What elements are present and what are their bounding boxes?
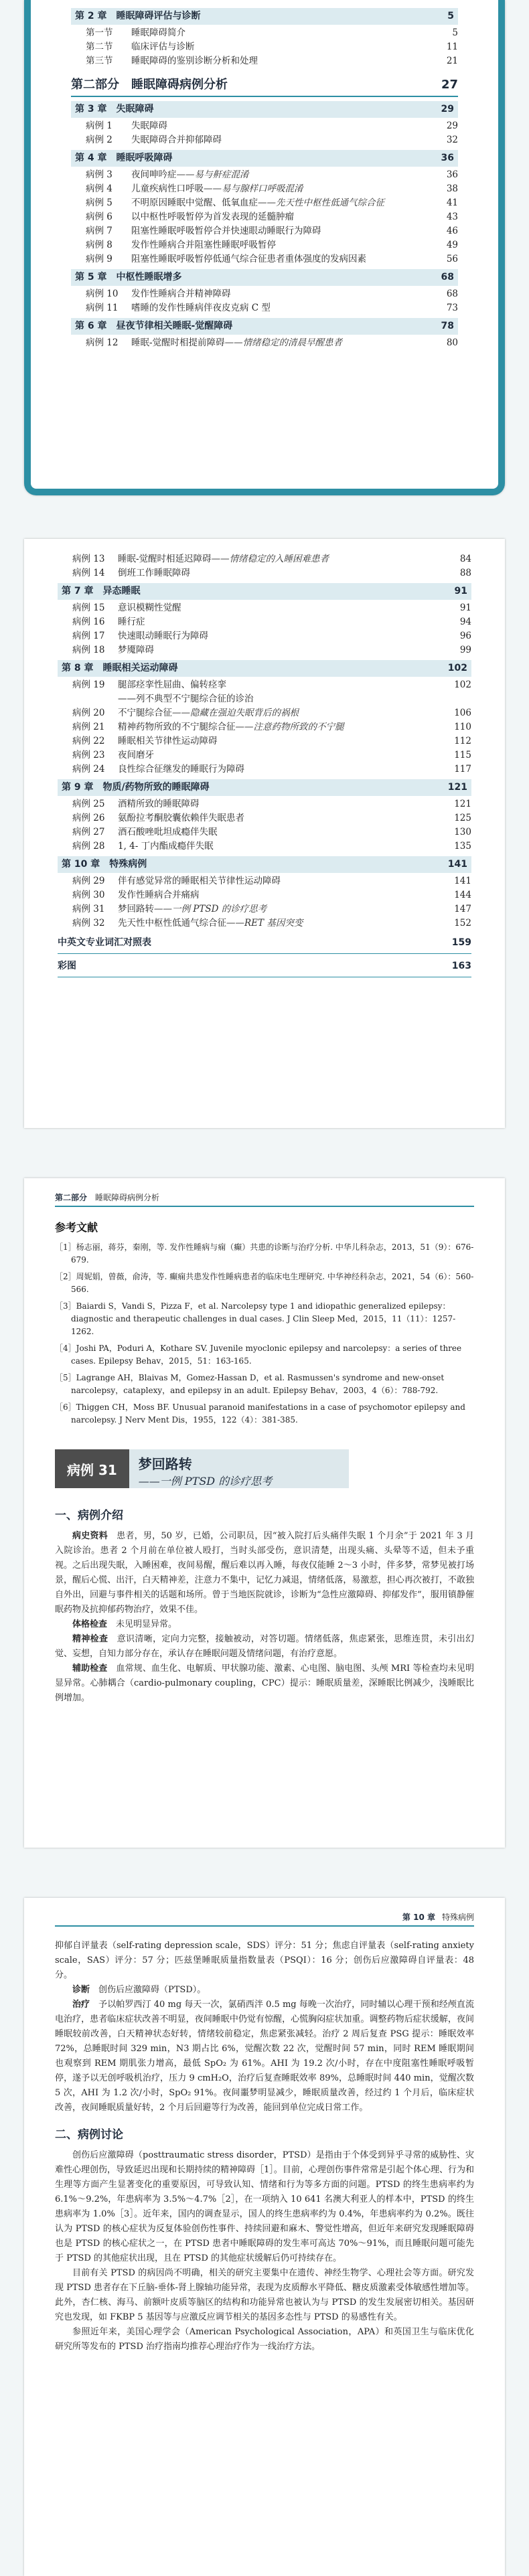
toc-entry-number: 病例 1 (86, 120, 112, 131)
toc-entry-page: 102 (454, 679, 471, 690)
toc-entry-label (72, 874, 281, 888)
toc-entry-page: 96 (459, 631, 471, 641)
toc-entry-title: 酒精所致的睡眠障碍 (118, 799, 200, 809)
toc-entry[interactable] (71, 40, 458, 54)
toc-entry-page: 135 (454, 841, 471, 852)
references-list (55, 1241, 474, 1427)
toc-entry-page: 141 (454, 876, 471, 886)
toc-entry-label (86, 54, 258, 68)
toc-entry-title: 氨酚拉考酮胶囊依赖伴失眠患者 (118, 813, 244, 823)
toc-entry-title: 夜间磨牙 (118, 750, 154, 760)
toc-entry-number: 病例 28 (72, 841, 105, 852)
toc-entry-label (86, 168, 249, 182)
toc-entry[interactable] (71, 26, 458, 40)
toc-entry[interactable] (58, 629, 471, 643)
toc-entry-title: 夜间呻吟症 (131, 169, 177, 180)
toc-entry-number: 第三节 (86, 56, 113, 66)
toc-entry-title: 睡眠相关节律性运动障碍 (118, 736, 218, 746)
toc-entry-title: 梦回路转 (118, 904, 154, 914)
toc-entry-title: ——列不典型不宁腿综合征的诊治 (118, 694, 254, 704)
toc-entry-number: 病例 19 (72, 679, 105, 690)
toc-entry-number: 病例 16 (72, 617, 105, 627)
toc-entry[interactable] (58, 839, 471, 854)
toc-entry-number: 第二节 (86, 42, 113, 52)
toc-entry-label (72, 734, 218, 748)
toc-entry-title: 儿童疾病性口呼吸 (131, 183, 204, 194)
toc-entry-title: 腿部痉挛性屈曲、偏转痉挛 (118, 679, 226, 690)
toc-entry-number: 病例 15 (72, 602, 105, 613)
toc-entry-page: 91 (459, 602, 471, 613)
toc-chapter[interactable]: 第 7 章 异态睡眠 91 (58, 583, 471, 600)
toc-entry-number: 病例 12 (86, 337, 119, 348)
toc-entry-label (72, 888, 200, 902)
toc-entry-title: 发作性睡病合并痛病 (118, 890, 200, 900)
body-paragraph (55, 1632, 474, 1662)
toc-entry-number: 病例 30 (72, 890, 105, 900)
case-banner (55, 1449, 474, 1488)
toc-entry-label (86, 40, 195, 54)
toc-entry-number: 病例 24 (72, 764, 105, 775)
toc-part-heading[interactable]: 第二部分 睡眠障碍病例分析 27 (71, 68, 458, 97)
toc-entry-label (72, 811, 244, 825)
toc-entry-number: 病例 27 (72, 827, 105, 837)
toc-entry-title: 失眠障碍 (131, 120, 167, 131)
toc-entry-page: 11 (446, 42, 458, 52)
toc-entry-label (86, 182, 303, 196)
toc-entry-title: 良性综合征继发的睡眠行为障碍 (118, 764, 244, 775)
toc-entry-label (72, 643, 154, 657)
toc-entry-number: 病例 5 (86, 197, 112, 208)
case-subtitle: ——一例 PTSD 的诊疗思考 (138, 1475, 273, 1487)
paragraph-text: 血常规、血生化、电解质、甲状腺功能、激素、心电图、脑电图、头颅 MRI 等检查均未见明显异常。心肺耦合（cardio-pulmonary coupling，CPC）提示：睡眠质量差，深睡眠比例减少，浅睡眠比例增加。 (55, 1664, 474, 1703)
toc-entry-page: 115 (454, 750, 471, 760)
toc-entry-title: 阻塞性睡眠呼吸暂停低通气综合征患者重体强度的发病因素 (131, 254, 366, 264)
toc-entry-subtitle: ——一例 PTSD 的诊疗思考 (154, 904, 267, 914)
toc-entry-title: 伴有感觉异常的睡眠相关节律性运动障碍 (118, 876, 281, 886)
running-header: 第二部分 睡眠障碍病例分析 (55, 1192, 474, 1207)
toc-entry-title: 失眠障碍合并抑郁障碍 (131, 135, 222, 145)
toc-entry-number: 病例 13 (72, 554, 105, 564)
body-paragraph (55, 1939, 474, 1983)
toc-entry-title: 酒石酸唑吡坦成瘾伴失眠 (118, 827, 218, 837)
toc-entry[interactable] (71, 238, 458, 252)
paragraph-lead: 体格检查 (72, 1619, 108, 1629)
toc-entry[interactable] (71, 54, 458, 68)
toc-entry[interactable] (71, 119, 458, 133)
toc-entry-title: 嗜睡的发作性睡病伴夜皮克病 C 型 (131, 303, 271, 313)
toc-entry-label (86, 301, 271, 315)
toc-entry-number: 病例 9 (86, 254, 112, 264)
toc-entry-page: 56 (446, 254, 458, 264)
toc-entry[interactable] (58, 811, 471, 825)
toc-entry[interactable] (58, 706, 471, 720)
toc-entry[interactable] (71, 252, 458, 266)
toc-entry-label (72, 566, 190, 580)
toc-chapter[interactable]: 第 10 章 特殊病例 141 (58, 856, 471, 873)
content-page-147 (24, 1178, 505, 1848)
toc-entry[interactable] (71, 287, 458, 301)
toc-page-2 (24, 539, 505, 1128)
toc-entry-title: 睡行症 (118, 617, 145, 627)
toc-entry-title: 睡眠-觉醒时相提前障碍 (131, 337, 225, 348)
toc-entry-number: 病例 7 (86, 226, 112, 236)
toc-entry-subtitle: ——易与鼾症混淆 (176, 169, 249, 180)
toc-entry[interactable] (58, 874, 471, 888)
toc-chapter[interactable]: 第 9 章 物质/药物所致的睡眠障碍 121 (58, 779, 471, 796)
toc-entry-number: 病例 26 (72, 813, 105, 823)
toc-entry-label (72, 706, 299, 720)
case-number-tag: 病例 31 (55, 1449, 129, 1488)
paragraph-lead: 诊断 (72, 1985, 90, 1995)
toc-entry[interactable] (58, 902, 471, 916)
paragraph-text: 未见明显异常。 (107, 1619, 177, 1629)
toc-entry-label (72, 615, 145, 629)
paragraph-lead: 辅助检查 (72, 1664, 108, 1674)
toc-entry-title: 1, 4- 丁内酯成瘾伴失眠 (118, 841, 214, 852)
toc-chapter[interactable]: 第 5 章 中枢性睡眠增多 68 (71, 269, 458, 286)
toc-entry[interactable] (58, 720, 471, 734)
toc-entry-page: 32 (446, 135, 458, 145)
toc-entry-label (86, 119, 167, 133)
body-paragraph (55, 1617, 474, 1632)
toc-entry-title: 不明原因睡眠中觉醒、低氧血症 (131, 197, 258, 208)
toc-entry-number: 病例 4 (86, 183, 112, 194)
paragraph-text: 抑郁自评量表（self-rating depression scale，SDS）评分：51 分；焦虑自评量表（self-rating anxiety scale，SAS）评分：57 分；匹兹堡睡眠质量指数量表（PSQI）：16 分；创伤后应激障碍自评量表：48 分。 (55, 1941, 474, 1980)
reference-item: ［2］周妮娟，曾薇，俞涛，等. 癫痫共患发作性睡病患者的临床电生理研究. 中华神经科杂志，2021，54（6）：560-566. (55, 1272, 474, 1294)
toc-chapter[interactable]: 第 8 章 睡眠相关运动障碍 102 (58, 660, 471, 677)
toc-entry-label (86, 133, 222, 147)
toc-entry-page: 49 (446, 240, 458, 250)
toc-entry[interactable] (58, 762, 471, 777)
toc-entry-page: 36 (446, 169, 458, 180)
toc-entry-label (86, 336, 342, 350)
toc-entry-title: 精神药物所致的不宁腿综合征 (118, 722, 236, 732)
toc-entry[interactable] (58, 643, 471, 657)
toc-entry-title: 意识模糊性觉醒 (118, 602, 181, 613)
toc-entry[interactable] (71, 301, 458, 315)
toc-glossary[interactable]: 中英文专业词汇对照表 159 (58, 931, 471, 954)
toc-entry-title: 先天性中枢性低通气综合征 (118, 918, 226, 929)
toc-entry-number: 病例 31 (72, 904, 105, 914)
toc-entry-label (86, 252, 366, 266)
section-heading: 二、病例讨论 (55, 2128, 123, 2142)
toc-entry-number: 病例 32 (72, 918, 105, 929)
toc-entry-page: 144 (454, 890, 471, 900)
toc-entry-title: 不宁腿综合征 (118, 708, 172, 718)
toc-entry-label (86, 238, 276, 252)
body-paragraph (55, 1529, 474, 1617)
body-paragraph (55, 1662, 474, 1706)
reference-item: ［4］Joshi PA，Poduri A，Kothare SV. Juvenile myoclonic epilepsy and narcolepsy：a series of three cases. Epilepsy Behav，2015，51：163-165. (55, 1344, 462, 1366)
toc-entry-label (72, 839, 214, 854)
toc-entry-label (86, 26, 185, 40)
toc-entry-subtitle: ——注意药物所致的不宁腿 (235, 722, 344, 732)
toc-entry-subtitle: ——隐藏在强迫失眠背后的祸根 (172, 708, 299, 718)
toc-entry-page: 43 (446, 212, 458, 222)
toc-entry-page: 121 (454, 799, 471, 809)
toc-entry-subtitle: ——情绪稳定的入睡困难患者 (211, 554, 329, 564)
toc-entry-page: 152 (454, 918, 471, 929)
reference-item: ［1］杨志丽，蒋芬，秦刚，等. 发作性睡病与痫（癫）共患的诊断与治疗分析. 中华儿科杂志，2013，51（9）：676-679. (55, 1242, 474, 1265)
content-page-148 (24, 1898, 505, 2576)
toc-entry-title: 发作性睡病合并精神障碍 (131, 289, 231, 299)
toc-entry-page: 73 (446, 303, 458, 313)
toc-chapter[interactable]: 第 6 章 昼夜节律相关睡眠-觉醒障碍 78 (71, 318, 458, 335)
toc-entry-number: 病例 20 (72, 708, 105, 718)
paragraph-text: 予以帕罗西汀 40 mg 每天一次，氯硝西泮 0.5 mg 每晚一次治疗，同时辅以心理干预和经颅直流电治疗，患者临床症状改善不明显，夜间睡眠中仍觉有惊醒，心慌胸闷症状加重。调整药物后症状缓解，夜间睡眠较前改善，白天精神状态好转，情绪较前稳定，焦虑紧张减轻。治疗 2 周后复查 PSG 提示：睡眠效率 72%，总睡眠时间 329 min，N3 期占比 6%，觉醒次数 22 次，觉醒时间 57 min，同时 REM 睡眠期间也观察到 REM 期肌张力增高，最低 SpO₂ 为 61%。AHI 为 19.2 次/小时，存在中度阻塞性睡眠呼吸暂停，遂予以无创呼吸机治疗，压力 9 cmH₂O，治疗后复查睡眠效率 89%，总睡眠时间 440 min，觉醒次数 5 次，AHI 为 1.2 次/小时，SpO₂ 91%。夜间噩梦明显减少，睡眠质量改善，经过约 1 个月后，临床症状改善，夜间睡眠质量好转，2 个月后回避等行为改善，能回到单位完成日常工作。 (55, 2000, 474, 2113)
toc-entry-page: 84 (459, 554, 471, 564)
toc-page-1 (24, 0, 505, 495)
body-paragraph: 创伤后应激障碍（posttraumatic stress disorder，PTSD）是指由于个体受到异乎寻常的威胁性、灾难性心理创伤，导致延迟出现和长期持续的精神障碍［1］。目前，心理创伤事件常常是引起个体心理、行为和生理等方面产生显著变化的重要原因，可导致认知、情绪和行为等多方面的问题。PTSD 的终生患病率约为 6.1%～9.2%，年患病率为 3.5%～4.7%［2］，在一项纳入 10 641 名澳大利亚人的样本中，PTSD 的终生患病率为 1.0%［3］。近年来，国内的调查显示，国人的终生患病率约为 0.4%，年患病率约为 0.2%。既往认为 PTSD 的核心症状为反复体验创伤性事件、持续回避和麻木、警觉性增高，但近年来研究发现睡眠障碍也是 PTSD 的核心症状之一，在 PTSD 患者中睡眠障碍的发生率可高达 70%～91%，而且睡眠问题可能先于 PTSD 的其他症状出现，且在 PTSD 的其他症状缓解后仍可持续存在。 (55, 2150, 474, 2263)
body-paragraph (55, 1998, 474, 2115)
toc-entry[interactable] (58, 825, 471, 839)
toc-entry-label (72, 601, 181, 615)
toc-entry[interactable] (58, 615, 471, 629)
paragraph-text: 患者，男，50 岁，已婚，公司职员，因“被入院打后头痛伴失眠 1 个月余”于 2021 年 3 月入院诊治。患者 2 个月前在单位被人殴打，当时头部受伤，意识清楚，出现头痛、头晕等不适，但未予重视。之后出现失眠，入睡困难，夜间易醒，醒后难以再入睡，每夜仅能睡 2～3 小时，伴多梦，常梦见被打场景，醒后心慌、出汗，白天精神差，注意力不集中，记忆力减退，情绪低落，易激惹，担心再次被打，不敢独自外出，回避与事件相关的话题和场所。曾于当地医院就诊，诊断为“急性应激障碍、抑郁发作”，服用镇静催眠药物及抗抑郁药物治疗，效果不佳。 (55, 1531, 474, 1615)
toc-entry-number: 病例 29 (72, 876, 105, 886)
toc-chapter[interactable]: 第 3 章 失眠障碍 29 (71, 101, 458, 118)
section-heading: 一、病例介绍 (55, 1509, 123, 1522)
toc-entry-page: 68 (446, 289, 458, 299)
body-paragraph: 目前有关 PTSD 的病因尚不明确，相关的研究主要集中在遗传、神经生物学、心理社会等方面。研究发现 PTSD 患者存在下丘脑-垂体-肾上腺轴功能异常，表现为皮质醇水平降低、糖皮质激素受体敏感性增加等。此外，杏仁核、海马、前额叶皮质等脑区的结构和功能异常也被认为与 PTSD 的发生发展密切相关。基因研究也发现，如 FKBP 5 基因等与应激反应调节相关的基因多态性与 PTSD 的易感性有关。 (55, 2268, 474, 2322)
toc-entry-number: 病例 14 (72, 568, 105, 578)
toc-chapter[interactable]: 第 4 章 睡眠呼吸障碍 36 (71, 150, 458, 167)
toc-entry-label (86, 196, 384, 210)
toc-entry-label (86, 224, 321, 238)
toc-entry-label (72, 629, 208, 643)
toc-entry-title: 梦魇障碍 (118, 645, 154, 655)
toc-entry-page: 117 (454, 764, 471, 775)
paragraph-text: 创伤后应激障碍（PTSD）。 (90, 1985, 206, 1995)
reference-item: ［5］Lagrange AH，Blaivas M，Gomez-Hassan D，et al. Rasmussen's syndrome and new-onset narcolepsy，cataplexy，and epilepsy in an adult. Epilepsy Behav，2003，4（6）：788-792. (55, 1373, 445, 1395)
toc-entry-label (86, 287, 231, 301)
toc-entry[interactable] (71, 224, 458, 238)
toc-entry-title: 发作性睡病合并阻塞性睡眠呼吸暂停 (131, 240, 276, 250)
toc-entry-title: 以中枢性呼吸暂停为首发表现的延髓肿瘤 (131, 212, 294, 222)
toc-entry[interactable] (58, 678, 471, 692)
toc-entry-page: 5 (452, 27, 458, 38)
toc-entry-page: 106 (454, 708, 471, 718)
toc-entry-page: 80 (446, 337, 458, 348)
body-paragraph: 参照近年来，美国心理学会（American Psychological Association，APA）和英国卫生与临床优化研究所等发布的 PTSD 治疗指南均推荐心理治疗作为一线治疗方法。 (55, 2327, 474, 2352)
toc-entry-subtitle: ——易与腺样口呼吸混淆 (204, 183, 303, 194)
toc-entry-page: 112 (454, 736, 471, 746)
paragraph-lead: 病史资料 (72, 1531, 108, 1541)
toc-entry-page: 110 (454, 722, 471, 732)
toc-entry-number: 病例 23 (72, 750, 105, 760)
toc-entry-label (72, 720, 344, 734)
case-title: 梦回路转 (138, 1456, 192, 1472)
toc-entry-label (72, 748, 154, 762)
reference-item: ［6］Thiggen CH，Moss BF. Unusual paranoid manifestations in a case of psychomotor epilepsy and narcolepsy. J Nerv Ment Dis，1955，122（4）：381-385. (55, 1402, 465, 1425)
toc-entry-page: 94 (459, 617, 471, 627)
paragraph-text: 意识清晰，定向力完整，接触被动，对答切题。情绪低落，焦虑紧张，思维连贯，未引出幻觉、妄想，自知力部分存在，承认存在睡眠问题及情绪问题，有治疗意愿。 (55, 1634, 474, 1659)
toc-entry-title: 睡眠障碍简介 (131, 27, 185, 38)
toc-entry-page: 125 (454, 813, 471, 823)
toc-entry-number: 病例 22 (72, 736, 105, 746)
toc-entry[interactable] (58, 797, 471, 811)
toc-entry-title: 睡眠障碍的鉴别诊断分析和处理 (131, 56, 258, 66)
toc-entry-number: 病例 11 (86, 303, 119, 313)
toc-entry-label (86, 210, 294, 224)
toc-entry-title: 快速眼动睡眠行为障碍 (118, 631, 208, 641)
toc-entry[interactable] (58, 692, 471, 706)
toc-entry-label (72, 902, 267, 916)
toc-entry[interactable] (71, 210, 458, 224)
toc-entry[interactable] (71, 133, 458, 147)
toc-entry[interactable] (58, 916, 471, 931)
toc-chapter[interactable]: 第 2 章 睡眠障碍评估与诊断 5 (71, 8, 458, 25)
paragraph-lead: 精神检查 (72, 1634, 108, 1644)
toc-entry-label (72, 762, 244, 777)
toc-entry-page: 147 (454, 904, 471, 914)
toc-entry-page: 88 (459, 568, 471, 578)
toc-entry-number: 病例 18 (72, 645, 105, 655)
toc-entry-label (72, 552, 329, 566)
toc-entry[interactable] (71, 182, 458, 196)
reference-item: ［3］Baiardi S，Vandi S，Pizza F，et al. Narcolepsy type 1 and idiopathic generalized epilepsy：diagnostic and therapeutic challenges in dual cases. J Clin Sleep Med，2015，11（11）：1257-1262. (55, 1301, 456, 1336)
toc-entry-number: 病例 8 (86, 240, 112, 250)
toc-entry-label (72, 916, 303, 931)
toc-entry-page: 38 (446, 183, 458, 194)
body-paragraph (55, 1983, 474, 1998)
toc-entry-page: 29 (446, 120, 458, 131)
toc-entry-number: 病例 10 (86, 289, 119, 299)
toc-entry-page: 41 (446, 197, 458, 208)
toc-entry[interactable] (58, 601, 471, 615)
toc-entry[interactable] (58, 734, 471, 748)
toc-entry-number: 病例 3 (86, 169, 112, 180)
toc-entry-page: 99 (459, 645, 471, 655)
toc-entry-number: 病例 21 (72, 722, 105, 732)
toc-entry-label (72, 825, 218, 839)
toc-entry-page: 130 (454, 827, 471, 837)
toc-entry-label (72, 797, 200, 811)
paragraph-lead: 治疗 (72, 2000, 90, 2010)
toc-entry-number: 病例 2 (86, 135, 112, 145)
toc-entry-title: 睡眠-觉醒时相延迟障碍 (118, 554, 212, 564)
running-header: 第 10 章 特殊病例 (55, 1911, 474, 1927)
toc-entry-page: 21 (446, 56, 458, 66)
toc-entry[interactable] (58, 552, 471, 566)
toc-plates[interactable]: 彩图 163 (58, 954, 471, 977)
toc-entry-number: 第一节 (86, 27, 113, 38)
toc-entry-title: 临床评估与诊断 (131, 42, 195, 52)
toc-entry-number: 病例 25 (72, 799, 105, 809)
references-heading: 参考文献 (55, 1221, 98, 1234)
toc-entry-subtitle: ——情绪稳定的清晨早醒患者 (224, 337, 343, 348)
toc-entry-page: 46 (446, 226, 458, 236)
toc-entry[interactable] (58, 888, 471, 902)
toc-entry-number: 病例 6 (86, 212, 112, 222)
toc-entry-number: 病例 17 (72, 631, 105, 641)
toc-entry-title: 阻塞性睡眠呼吸暂停合并快速眼动睡眠行为障碍 (131, 226, 321, 236)
toc-entry[interactable] (71, 168, 458, 182)
toc-entry[interactable] (71, 196, 458, 210)
toc-entry-label (72, 678, 226, 692)
toc-entry-title: 倒班工作睡眠障碍 (118, 568, 190, 578)
toc-entry-subtitle: ——先天性中枢性低通气综合征 (258, 197, 384, 208)
toc-entry-label (72, 692, 254, 706)
toc-entry[interactable] (58, 748, 471, 762)
toc-entry[interactable] (71, 336, 458, 350)
toc-entry[interactable] (58, 566, 471, 580)
toc-entry-subtitle: ——RET 基因突变 (226, 918, 303, 929)
